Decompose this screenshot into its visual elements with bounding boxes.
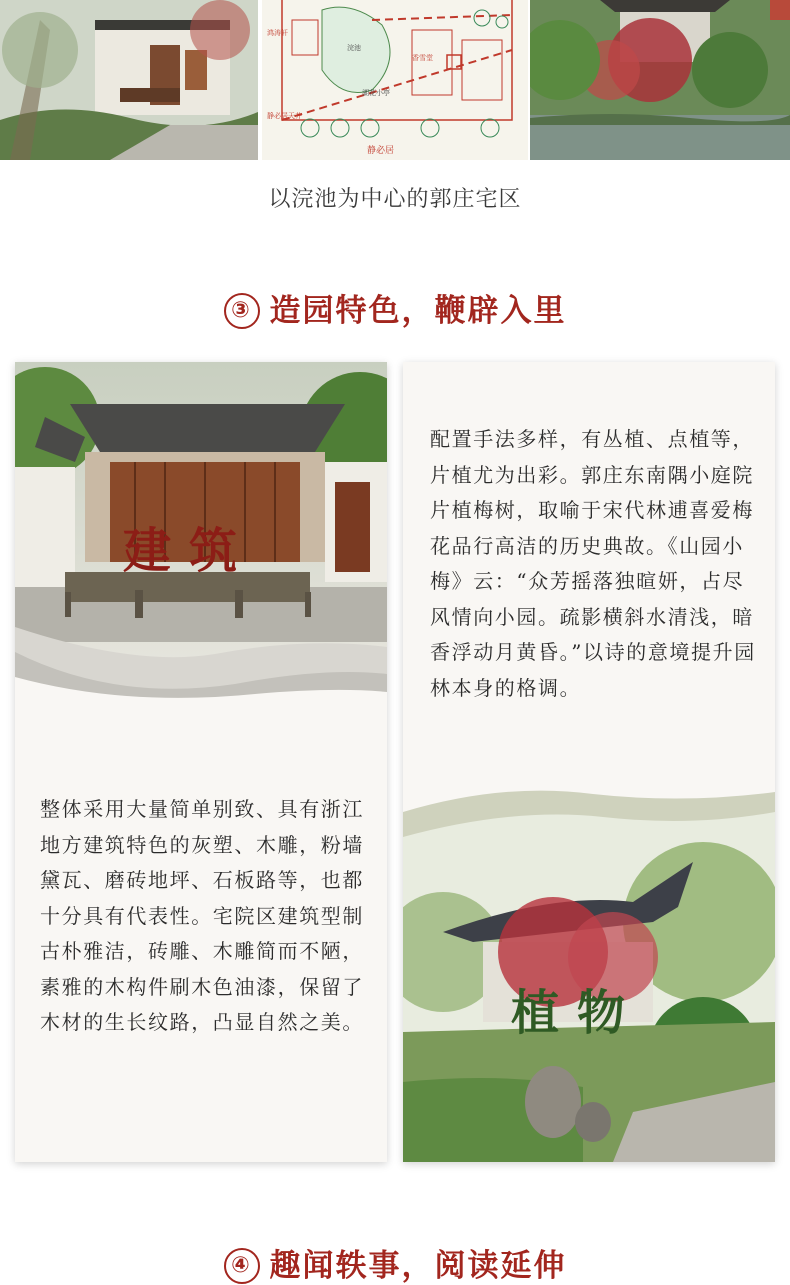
map-label: 静必居天井	[267, 112, 302, 120]
plants-text: 配置手法多样，有丛植、点植等，片植尤为出彩。郭庄东南隅小庭院片植梅树，取喻于宋代林逋喜爱梅花品行高洁的历史典故。《山园小梅》云：“众芳摇落独暄妍，占尽风情向小园。疏影横斜水清浅，暗香浮动月黄昏。”以诗的意境提升园林本身的格调。	[430, 427, 756, 700]
map-label: 香雪堂	[412, 54, 433, 62]
architecture-card	[15, 362, 387, 1162]
plants-photo	[403, 782, 775, 1162]
architecture-text: 整体采用大量简单别致、具有浙江地方建筑特色的灰塑、木雕，粉墙黛瓦、磨砖地坪、石板路等，也都十分具有代表性。宅院区建筑型制古朴雅洁，砖雕、木雕简而不陋，素雅的木构件刷木色油漆，保留了木材的生长纹路，凸显自然之美。	[40, 797, 364, 1034]
section-4-title: 趣闻轶事，阅读延伸	[269, 1248, 567, 1284]
architecture-label: 建筑	[123, 523, 256, 579]
garden-site-plan	[262, 0, 528, 160]
plants-label: 植物	[511, 985, 644, 1041]
section-3-number: ③	[224, 293, 260, 329]
pond-pavilion-photo	[530, 0, 790, 160]
map-title: 静必居	[367, 146, 395, 156]
map-label: 鸿涛轩	[267, 29, 288, 37]
garden-courtyard-photo	[0, 0, 258, 160]
section-3-heading	[0, 285, 790, 330]
section-4-number: ④	[224, 1248, 260, 1284]
plants-card	[403, 362, 775, 1162]
map-label: 湖花小亭	[362, 89, 390, 97]
section-3-title: 造园特色，鞭辟入里	[269, 293, 567, 329]
map-label: 浣池	[347, 44, 361, 52]
image-caption: 以浣池为中心的郭庄宅区	[268, 187, 522, 212]
